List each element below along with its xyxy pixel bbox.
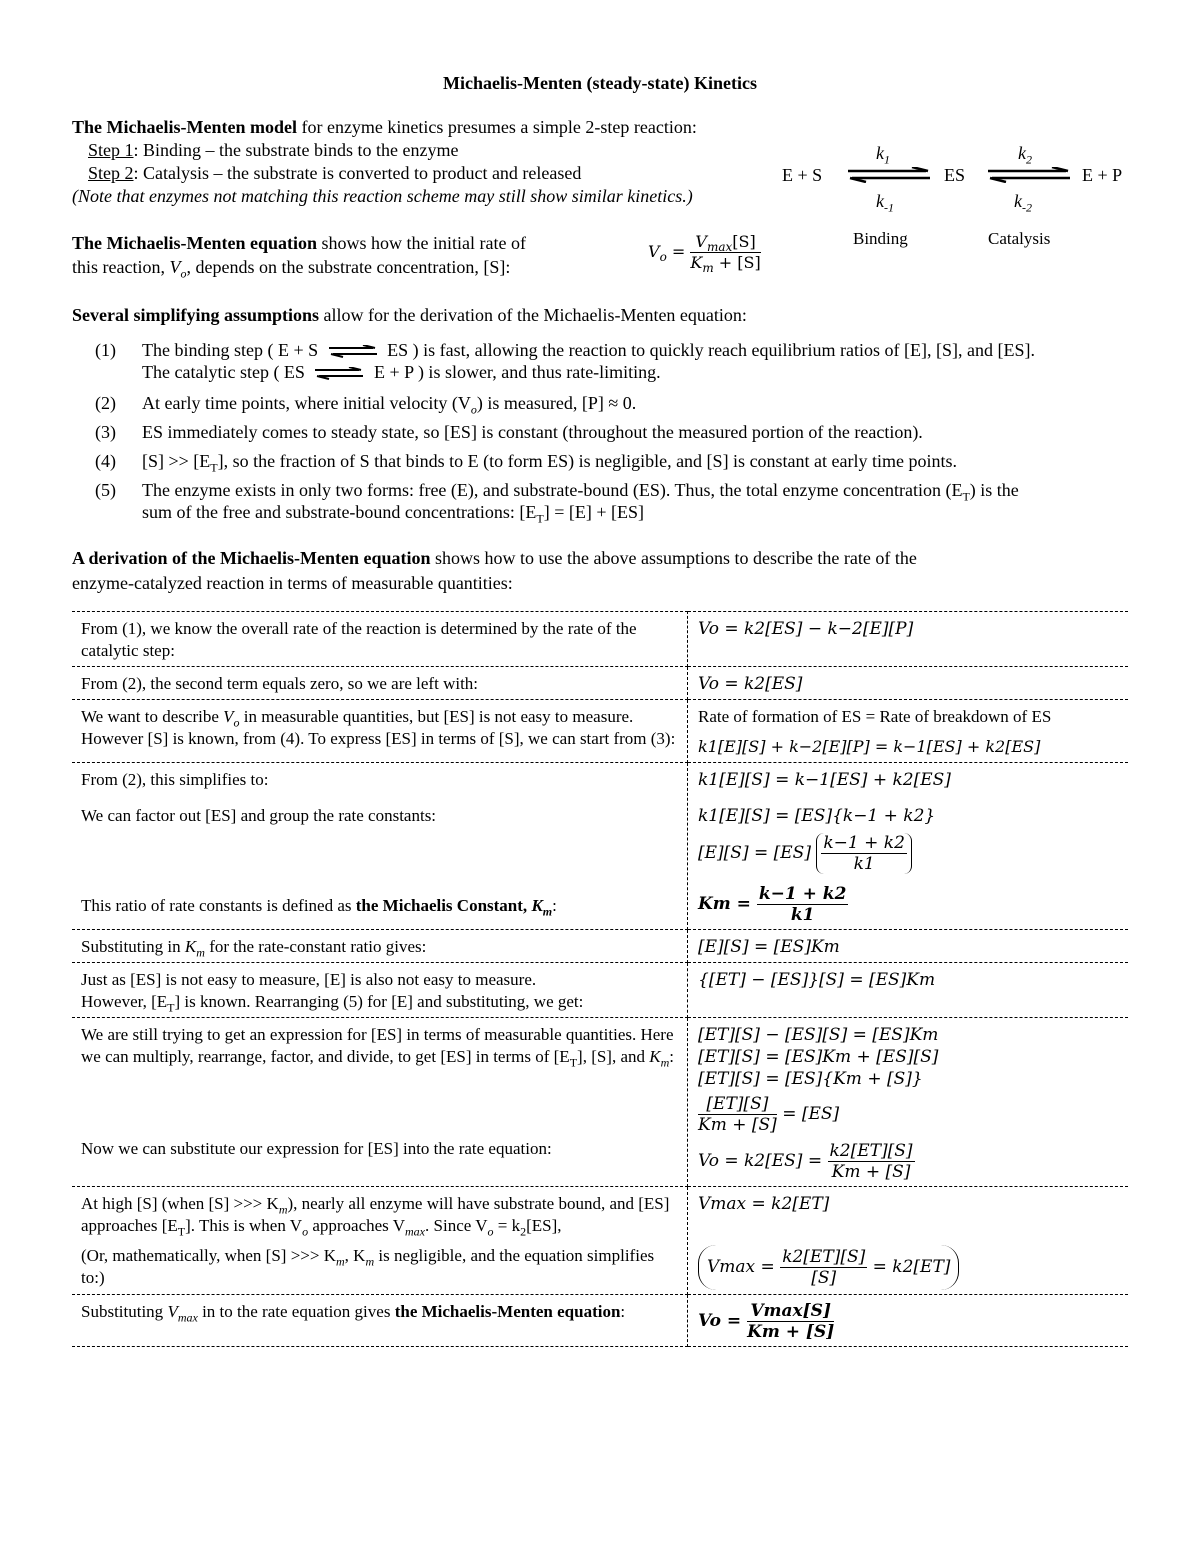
table-row xyxy=(72,763,1128,930)
mm-eq-intro-1: The Michaelis-Menten equation shows how the initial rate of xyxy=(72,233,526,253)
scheme-k-2: $k_{-2}$ xyxy=(1014,191,1032,215)
row-5-right: [E][S] = [ES]Km xyxy=(688,930,1129,963)
page-title: Michaelis-Menten (steady-state) Kinetics xyxy=(443,73,757,93)
row-2-left: From (2), the second term equals zero, so we are left with: xyxy=(72,667,688,700)
row-9-left: Substituting $V_{max}$ in to the rate equation gives the Michaelis-Menten equation: xyxy=(72,1295,688,1347)
row-3-right: Rate of formation of ES = Rate of breakdown of ES k1[E][S] + k−2[E][P] = k−1[ES] + k2[ES] xyxy=(688,700,1129,763)
row-6-left: Just as [ES] is not easy to measure, [E] is also not easy to measure. However, $[E_T]$ is known. Rearranging (5) for [E] and substituting, we get: xyxy=(72,963,688,1018)
row-9-right: Vo = $\frac{Vmax[S]}{Km + [S]}$ xyxy=(688,1295,1129,1347)
scheme-mid: ES xyxy=(944,165,966,185)
mm-eq-intro-2: this reaction, $V_o$, depends on the substrate concentration, [S]: xyxy=(72,257,511,281)
intro-rest: for enzyme kinetics presumes a simple 2-step reaction: xyxy=(296,117,697,137)
intro-line xyxy=(72,116,832,138)
intro-lead: The Michaelis-Menten model xyxy=(72,117,297,137)
step1-line xyxy=(88,139,788,161)
scheme-k1: $k_1$ xyxy=(876,143,890,167)
scheme-right: E + P xyxy=(1082,165,1123,185)
row-4-left: From (2), this simplifies to: We can factor out [ES] and group the rate constants: This ratio of rate constants is defined as the Michaelis Constant, $K_m$: xyxy=(72,763,688,930)
row-8-right: Vmax = k2[ET] Vmax = $\frac{k2[ET][S]}{[S]}$ = k2[ET] xyxy=(688,1187,1129,1295)
equilibrium-arrow-2 xyxy=(986,167,1072,183)
derivation-heading: A derivation of the Michaelis-Menten equation shows how to use the above assumptions to describe the rate of the xyxy=(72,548,917,568)
row-7-right: [ET][S] − [ES][S] = [ES]Km [ET][S] = [ES]Km + [ES][S] [ET][S] = [ES]{Km + [S]} $\frac{[ET][S]}{Km + [S]}$ = [ES] Vo = k2[ES] = $\frac{k2[ET][S]}{Km + [S]}$ xyxy=(688,1018,1129,1187)
table-row xyxy=(72,963,1128,1018)
equilibrium-arrow-small-1 xyxy=(327,345,379,359)
mm-equation-top: $V_o$ = $\frac{V_{max}[S]}{K_m + [S]}$ xyxy=(648,232,761,276)
row-6-right: {[ET] − [ES]}[S] = [ES]Km xyxy=(688,963,1129,1018)
table-row xyxy=(72,667,1128,700)
scheme-left: E + S xyxy=(782,165,823,185)
equilibrium-arrow-small-2 xyxy=(313,367,365,381)
assumptions-heading: Several simplifying assumptions allow for the derivation of the Michaelis-Menten equation: xyxy=(72,305,747,325)
table-row xyxy=(72,1187,1128,1295)
row-2-right: Vo = k2[ES] xyxy=(688,667,1129,700)
row-3-left: We want to describe $V_o$ in measurable quantities, but [ES] is not easy to measure. However [S] is known, from (4). To express [ES] in terms of [S], we can start from (3): xyxy=(72,700,688,763)
table-row xyxy=(72,612,1128,667)
derivation-table xyxy=(72,611,1128,1347)
row-1-right: Vo = k2[ES] − k−2[E][P] xyxy=(688,612,1129,667)
step2-label: Step 2 xyxy=(88,163,134,183)
table-row xyxy=(72,1018,1128,1187)
row-8-left: At high [S] (when [S] >>> $K_m$), nearly all enzyme will have substrate bound, and [ES] approaches $[E_T]$. This is when $V_o$ approaches $V_{max}$. Since $V_o = k_2[ES]$, (Or, mathematically, when [S] >>> $K_m$, $K_m$ is negligible, and the equation simplifies to:) xyxy=(72,1187,688,1295)
intro-note: (Note that enzymes not matching this reaction scheme may still show similar kinetics.) xyxy=(72,186,693,206)
table-row xyxy=(72,930,1128,963)
step2-line xyxy=(88,162,788,184)
table-row xyxy=(72,1295,1128,1347)
step1-label: Step 1 xyxy=(88,140,134,160)
row-4-right: k1[E][S] = k−1[ES] + k2[ES] k1[E][S] = [ES]{k−1 + k2} [E][S] = [ES] $\frac{k-1 + k2}{k1}$ Km = $\frac{k-1 + k2}{k1}$ xyxy=(688,763,1129,930)
row-7-left: We are still trying to get an expression for [ES] in terms of measurable quantities. Here we can multiply, rearrange, factor, and divide, to get [ES] in terms of $[E_T]$, [S], and $K_m$: Now we can substitute our expression for [ES] into the rate equation: xyxy=(72,1018,688,1187)
scheme-label-binding: Binding xyxy=(853,229,908,248)
row-5-left: Substituting in $K_m$ for the rate-constant ratio gives: xyxy=(72,930,688,963)
step1-text: : Binding – the substrate binds to the enzyme xyxy=(133,140,459,160)
scheme-k2: $k_2$ xyxy=(1018,143,1032,167)
step2-text: : Catalysis – the substrate is converted to product and released xyxy=(133,163,582,183)
scheme-k-1: $k_{-1}$ xyxy=(876,191,894,215)
scheme-label-catalysis: Catalysis xyxy=(988,229,1051,248)
equilibrium-arrow-1 xyxy=(846,167,932,183)
table-row xyxy=(72,700,1128,763)
row-1-left: From (1), we know the overall rate of the reaction is determined by the rate of the catalytic step: xyxy=(72,612,688,667)
derivation-heading-line2: enzyme-catalyzed reaction in terms of measurable quantities: xyxy=(72,573,513,593)
